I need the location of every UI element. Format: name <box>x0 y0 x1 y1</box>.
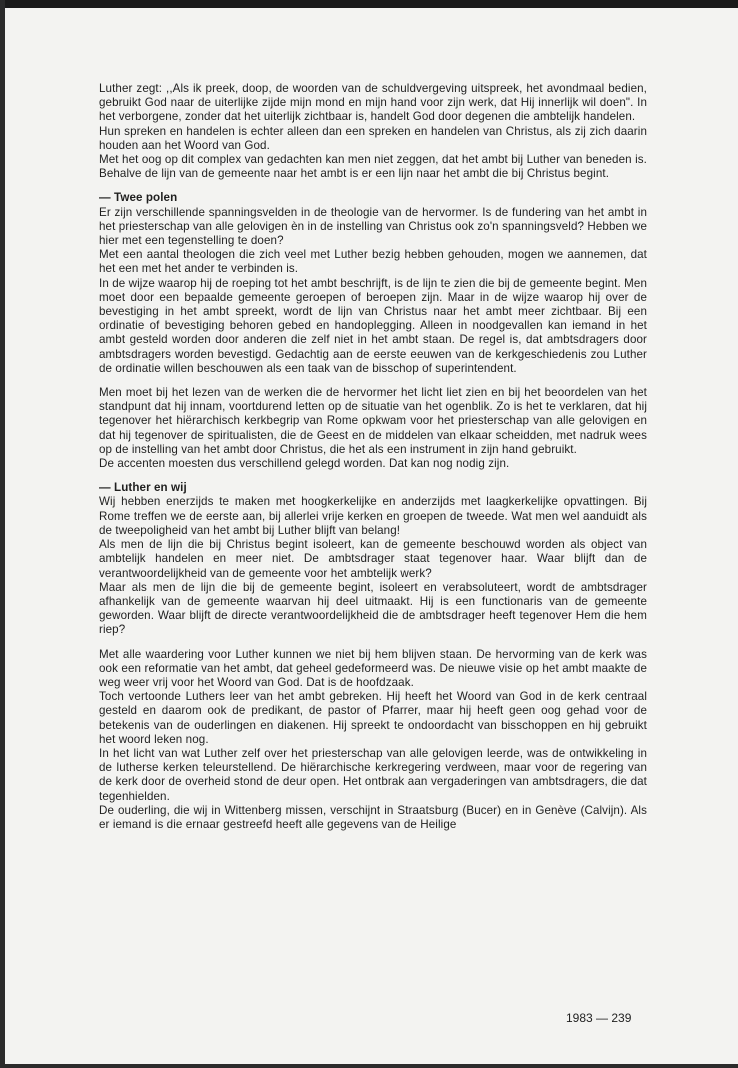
section-heading-twee-polen: — Twee polen <box>99 191 178 205</box>
paragraph: Maar als men de lijn die bij de gemeente begint, isoleert en verabsoluteert, wordt de ambtsdrager afhankelijk van de gemeente waarvan hij deel uitmaakt. Hij is een functionaris van de gemeente geworden. Waar blijft de directe verantwoordelijkheid die de ambtsdrager heeft tegenover Hem die hem riep? <box>99 580 647 637</box>
paragraph: Met het oog op dit complex van gedachten kan men niet zeggen, dat het ambt bij Luther van beneden is. Behalve de lijn van de gemeente naar het ambt is er een lijn naar het ambt die bij Christus begint. <box>99 153 647 181</box>
section-heading-luther-en-wij: — Luther en wij <box>99 481 187 495</box>
paragraph: Er zijn verschillende spanningsvelden in de theologie van de hervormer. Is de fundering van het ambt in het priesterschap van alle gelovigen èn in de instelling van Christus ook zo'n spanningsveld? Hebben we hier met een tegenstelling te doen? <box>99 205 647 248</box>
scan-edge-left <box>0 0 5 1068</box>
paragraph: Men moet bij het lezen van de werken die de hervormer het licht liet zien en bij het beoordelen van het standpunt dat hij innam, voortdurend letten op de situatie van het ogenblik. Zo is het te verklaren, dat hij tegenover het hiërarchisch kerkbegrip van Rome opkwam voor het priesterschap van alle gelovigen en dat hij tegenover de spiritualisten, die de Geest en de middelen van elkaar scheidden, met nadruk wees op de instelling van het ambt door Christus, die het als een instrument in zijn hand gebruikt. <box>99 386 647 456</box>
paragraph: In de wijze waarop hij de roeping tot het ambt beschrijft, is de lijn te zien die bij de gemeente begint. Men moet door een bepaalde gemeente geroepen of beroepen zijn. Maar in de wijze waarop hij over de bevestiging in het ambt spreekt, wordt de lijn van Christus naar het ambt meer zichtbaar. Bij een ordinatie of bevestiging behoren gebed en handoplegging. Alleen in noodgevallen kan iemand in het ambt gesteld worden door anderen die zelf niet in het ambt staan. De regel is, dat ambtsdragers door ambtsdragers worden bevestigd. Gedachtig aan de eerste eeuwen van de kerkgeschiedenis zou Luther de ordinatie willen beschouwen als een taak van de bisschop of superintendent. <box>99 276 647 375</box>
page-number: 1983 — 239 <box>566 1011 632 1025</box>
paragraph: Als men de lijn die bij Christus begint isoleert, kan de gemeente beschouwd worden als object van ambtelijk handelen en meer niet. De ambtsdrager staat tegenover haar. Waar blijft dan de verantwoordelijkheid van de gemeente voor het ambtelijk werk? <box>99 538 647 580</box>
paragraph: In het licht van wat Luther zelf over het priesterschap van alle gelovigen leerde, was de ontwikkeling in de lutherse kerken teleurstellend. De hiërarchische kerkregering verdween, maar voor de regering van de kerk door de overheid stond de deur open. Het ontbrak aan vergaderingen van ambtsdragers, die dat tegenhielden. <box>99 746 647 803</box>
paragraph: De accenten moesten dus verschillend gelegd worden. Dat kan nog nodig zijn. <box>99 457 510 471</box>
paragraph: Wij hebben enerzijds te maken met hoogkerkelijke en anderzijds met laagkerkelijke opvattingen. Bij Rome treffen we de eerste aan, bij allerlei vrije kerken en groepen de tweede. Wat men wel aanduidt als de tweepoligheid van het ambt bij Luther blijft van belang! <box>99 495 647 537</box>
scan-edge-bottom <box>0 1064 738 1068</box>
paragraph: Met alle waardering voor Luther kunnen we niet bij hem blijven staan. De hervorming van de kerk was ook een reformatie van het ambt, dat geheel gedeformeerd was. De nieuwe visie op het ambt maakte de weg weer vrij voor het Woord van God. Dat is de hoofdzaak. <box>99 647 647 689</box>
scan-edge-top <box>0 0 738 8</box>
paragraph: De ouderling, die wij in Wittenberg missen, verschijnt in Straatsburg (Bucer) en in Genève (Calvijn). Als er iemand is die ernaar gestreefd heeft alle gegevens van de Heilige <box>99 803 647 831</box>
paragraph: Luther zegt: ,,Als ik preek, doop, de woorden van de schuldvergeving uitspreek, het avondmaal bedien, gebruikt God naar de uiterlijke zijde mijn mond en mijn hand voor zijn werk, dat Hij innerlijk wil doen". In het verborgene, zonder dat het uiterlijk zichtbaar is, handelt God door degenen die ambtelijk handelen. <box>99 82 647 124</box>
page-body <box>99 82 647 832</box>
paragraph: Hun spreken en handelen is echter alleen dan een spreken en handelen van Christus, als zij zich daarin houden aan het Woord van God. <box>99 124 647 152</box>
paragraph: Toch vertoonde Luthers leer van het ambt gebreken. Hij heeft het Woord van God in de kerk centraal gesteld en daarom ook de predikant, de pastor of Pfarrer, maar hij heeft geen oog gehad voor de betekenis van de ouderlingen en diakenen. Hij spreekt te ondoordacht van bisschoppen en hij gebruikt het woord leken nog. <box>99 690 647 746</box>
paragraph: Met een aantal theologen die zich veel met Luther bezig hebben gehouden, mogen we aannemen, dat het een met het ander te verbinden is. <box>99 248 647 276</box>
